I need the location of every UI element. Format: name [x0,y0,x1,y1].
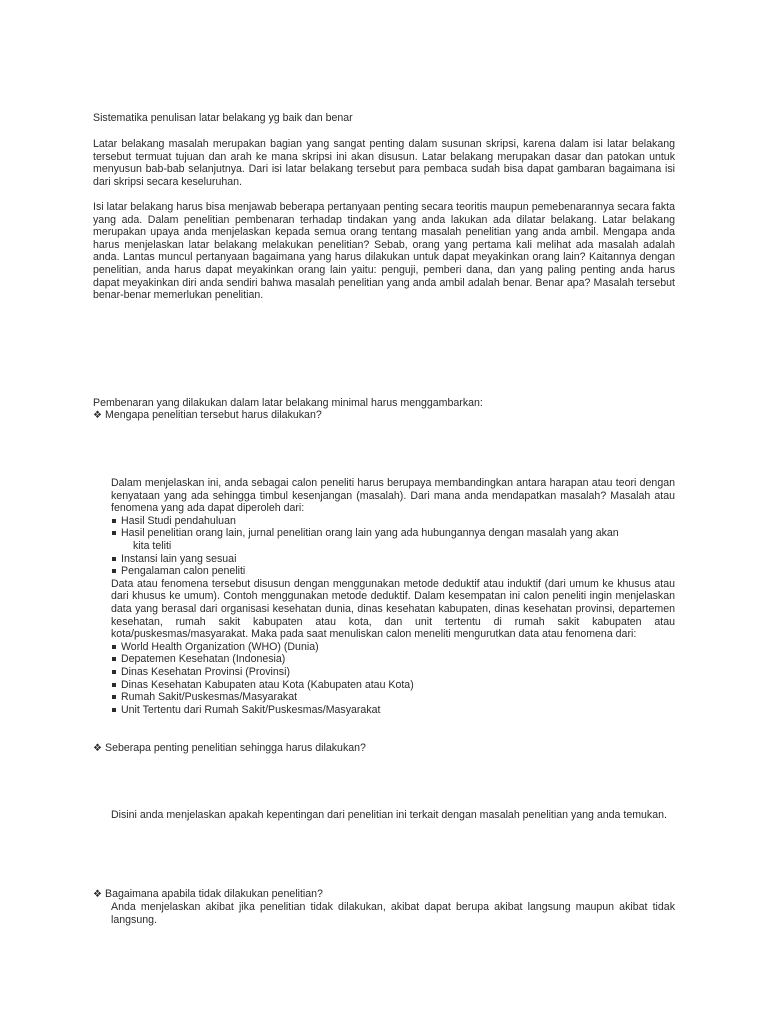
list-item: Unit Tertentu dari Rumah Sakit/Puskesmas/Masyarakat [111,704,675,717]
question-1-section [111,477,675,716]
document-title: Sistematika penulisan latar belakang yg baik dan benar [93,112,353,124]
sources-list [111,515,675,578]
diamond-star-icon: ❖ [93,410,102,421]
question-3 [93,888,675,902]
diamond-star-icon: ❖ [93,889,102,900]
latar-belakang-paragraph: Isi latar belakang harus bisa menjawab beberapa pertanyaan penting secara teoritis maupun pemebenarannya secara fakta yang ada. Dalam penelitian pembenaran terhadap tindakan yang anda lakukan ada dilatar belakang. Latar belakang merupakan upaya anda menjelaskan kepada semua orang tentang masalah penelitian yang anda ambil. Mengapa anda harus menjelaskan latar belakang melakukan penelitian? Sebab, orang yang pertama kali melihat ada masalah adalah anda. Lantas muncul pertanyaan bagaimana yang harus dilakukan untuk dapat meyakinkan orang lain? Kaitannya dengan penelitian, anda harus dapat meyakinkan orang lain yaitu: penguji, pemberi dana, dan yang paling penting anda harus dapat meyakinkan diri anda sendiri bahwa masalah penelitian yang anda ambil adalah benar. Benar apa? Masalah tersebut benar-benar memerlukan penelitian. [93,201,675,302]
list-item: Instansi lain yang sesuai [111,553,675,566]
list-item-continuation: kita teliti [133,539,172,552]
question-2 [93,742,675,756]
list-item: Depatemen Kesehatan (Indonesia) [111,653,675,666]
question-2-explanation: Disini anda menjelaskan apakah kepentingan dari penelitian ini terkait dengan masalah penelitian yang anda temukan. [111,809,667,821]
question-2-text: Seberapa penting penelitian sehingga harus dilakukan? [105,742,366,754]
list-item: Dinas Kesehatan Provinsi (Provinsi) [111,666,675,679]
diamond-star-icon: ❖ [93,743,102,754]
intro-paragraph: Latar belakang masalah merupakan bagian yang sangat penting dalam susunan skripsi, karena dalam isi latar belakang tersebut termuat tujuan dan arah ke mana skripsi ini akan disusun. Latar belakang merupakan dasar dan patokan untuk menyusun bab-bab selanjutnya. Dari isi latar belakang tersebut para pembaca sudah bisa dapat gambaran bagaimana isi dari skripsi secara keseluruhan. [93,138,675,188]
data-order-list [111,641,675,717]
pembenaran-intro: Pembenaran yang dilakukan dalam latar belakang minimal harus menggambarkan: [93,397,483,409]
question-1 [93,409,675,423]
question-1-explanation: Dalam menjelaskan ini, anda sebagai calon peneliti harus berupaya membandingkan antara harapan atau teori dengan kenyataan yang ada sehingga timbul kesenjangan (masalah). Dari mana anda mendapatkan masalah? Masalah atau fenomena yang ada dapat diperoleh dari: [111,477,675,515]
list-item: Hasil penelitian orang lain, jurnal penelitian orang lain yang ada hubungannya dengan masalah yang akan [111,527,675,540]
list-item: World Health Organization (WHO) (Dunia) [111,641,675,654]
list-item: Hasil Studi pendahuluan [111,515,675,528]
question-1-text: Mengapa penelitian tersebut harus dilakukan? [105,409,322,421]
question-3-text: Bagaimana apabila tidak dilakukan penelitian? [105,888,323,900]
deductive-method-paragraph: Data atau fenomena tersebut disusun dengan menggunakan metode deduktif atau induktif (dari umum ke khusus atau dari khusus ke umum). Contoh menggunakan metode deduktif. Dalam kesempatan ini calon peneliti ingin menjelaskan data yang berasal dari organisasi kesehatan dunia, dinas kesehatan kabupaten, dinas kesehatan provinsi, departemen kesehatan, rumah sakit kabupaten atau kota, dan unit tertentu di rumah sakit kabupaten atau kota/puskesmas/masyarakat. Maka pada saat menuliskan calon meneliti mengurutkan data atau fenomena dari: [111,577,675,641]
list-item: Dinas Kesehatan Kabupaten atau Kota (Kabupaten atau Kota) [111,679,675,692]
list-item: Pengalaman calon peneliti [111,565,675,578]
list-item: Rumah Sakit/Puskesmas/Masyarakat [111,691,675,704]
question-3-explanation: Anda menjelaskan akibat jika penelitian tidak dilakukan, akibat dapat berupa akibat langsung maupun akibat tidak langsung. [111,901,675,926]
